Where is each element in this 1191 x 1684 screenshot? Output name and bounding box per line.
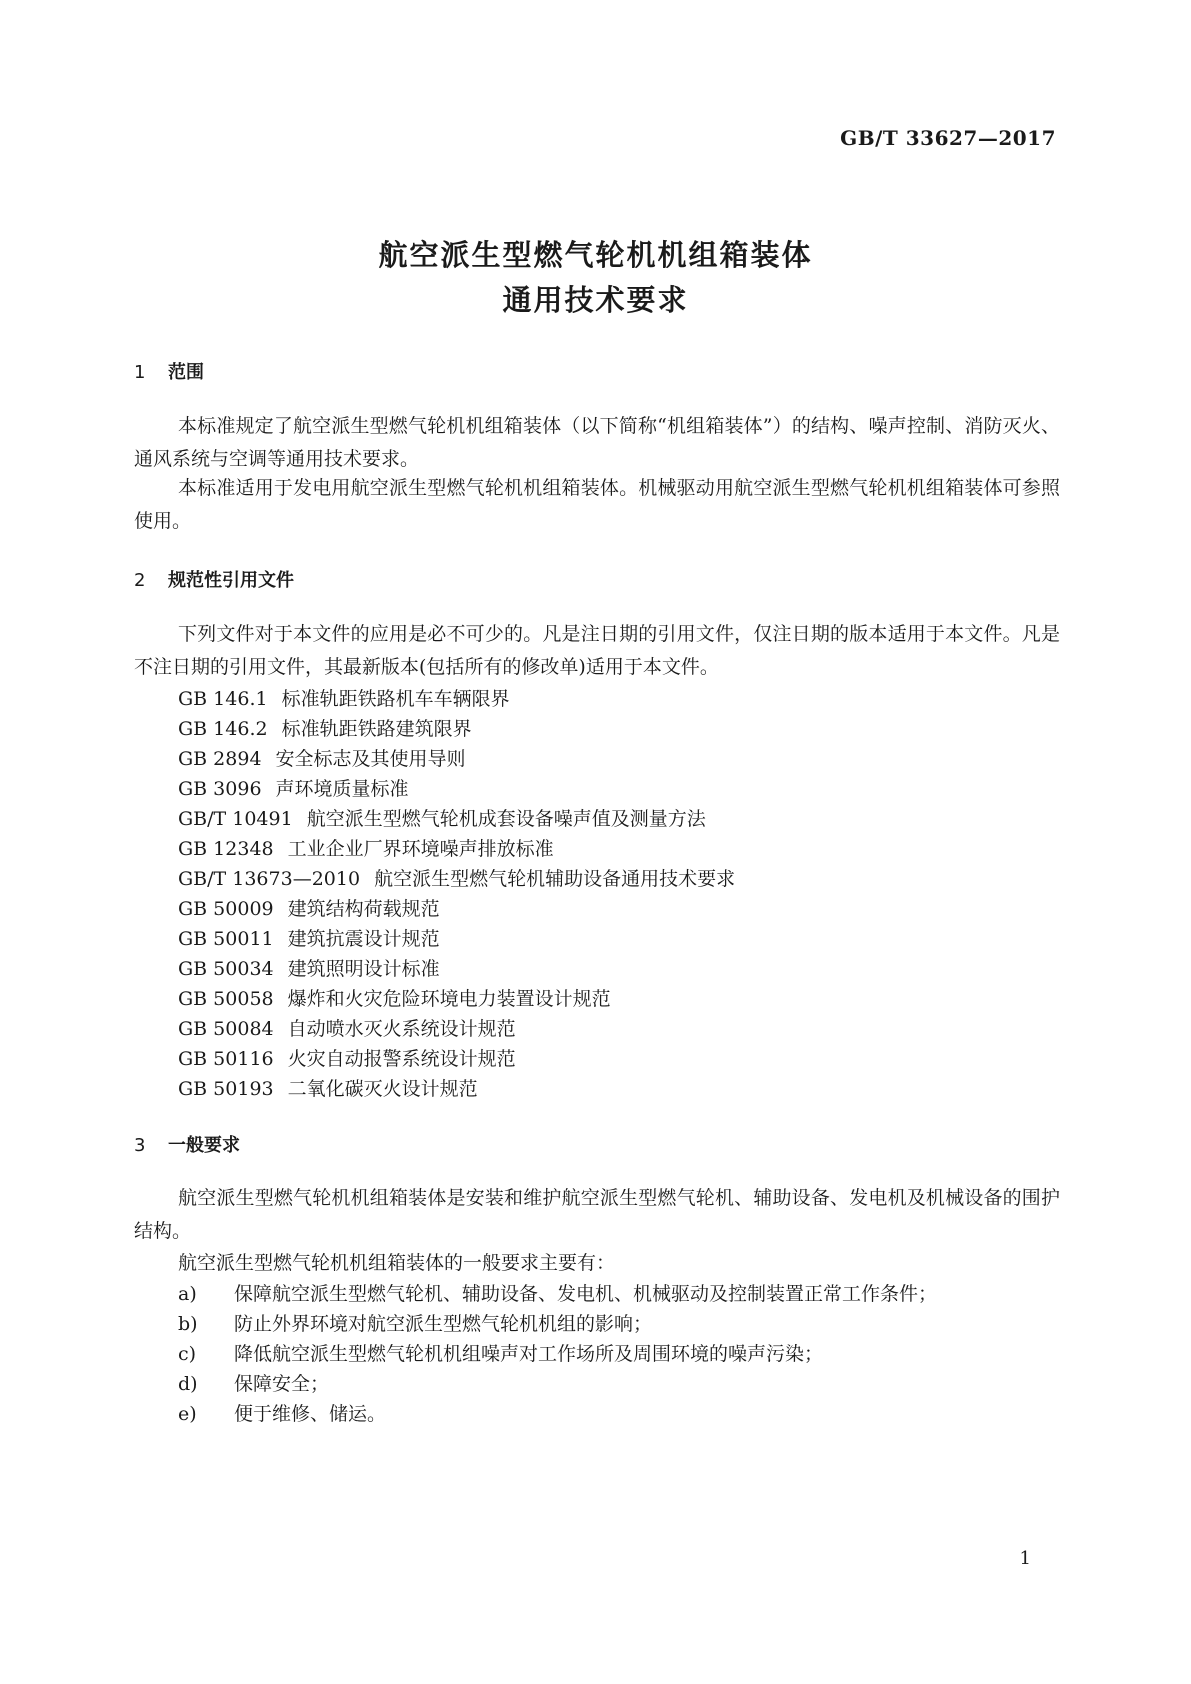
- reference-item: [178, 684, 510, 711]
- reference-title: 声环境质量标准: [275, 778, 409, 800]
- section-1-paragraph-2: 本标准适用于发电用航空派生型燃气轮机机组箱装体。机械驱动用航空派生型燃气轮机机组箱装体可参照使用。: [134, 477, 1060, 532]
- reference-code: GB/T 10491: [178, 808, 293, 830]
- section-2-heading: [134, 566, 294, 592]
- list-item: [178, 1309, 652, 1336]
- reference-code: GB/T 13673—2010: [178, 868, 361, 890]
- reference-code: GB 3096: [178, 778, 262, 800]
- reference-code: GB 50116: [178, 1048, 274, 1070]
- list-item-text: 便于维修、储运。: [234, 1403, 387, 1425]
- reference-item: [178, 744, 466, 771]
- section-1-heading: [134, 358, 204, 384]
- list-marker: d): [178, 1373, 198, 1395]
- list-item-text: 保障安全；: [234, 1373, 330, 1395]
- section-3-heading: [134, 1131, 240, 1157]
- reference-title: 航空派生型燃气轮机成套设备噪声值及测量方法: [306, 808, 706, 830]
- reference-item: [178, 834, 554, 861]
- reference-title: 建筑抗震设计规范: [287, 928, 440, 950]
- reference-code: GB 50009: [178, 898, 274, 920]
- reference-title: 标准轨距铁路建筑限界: [281, 718, 472, 740]
- reference-item: [178, 954, 440, 981]
- reference-code: GB 50011: [178, 928, 274, 950]
- section-3-paragraph: 航空派生型燃气轮机机组箱装体是安装和维护航空派生型燃气轮机、辅助设备、发电机及机械设备的围护结构。: [134, 1187, 1060, 1242]
- reference-title: 建筑结构荷载规范: [287, 898, 440, 920]
- section-1-paragraph-1: 本标准规定了航空派生型燃气轮机机组箱装体（以下简称“机组箱装体”）的结构、噪声控制、消防灭火、通风系统与空调等通用技术要求。: [134, 415, 1060, 470]
- reference-code: GB 12348: [178, 838, 274, 860]
- section-number: 3: [134, 1135, 146, 1156]
- section-2-intro: 下列文件对于本文件的应用是必不可少的。凡是注日期的引用文件，仅注日期的版本适用于本文件。凡是不注日期的引用文件，其最新版本(包括所有的修改单)适用于本文件。: [134, 623, 1060, 678]
- section-title: 范围: [168, 362, 204, 383]
- page-number: 1: [1019, 1548, 1031, 1569]
- document-title-line1: 航空派生型燃气轮机机组箱装体: [378, 238, 813, 272]
- reference-item: [178, 1044, 516, 1071]
- reference-item: [178, 1014, 516, 1041]
- list-item: [178, 1279, 937, 1306]
- reference-item: [178, 894, 440, 921]
- reference-title: 标准轨距铁路机车车辆限界: [281, 688, 510, 710]
- section-title: 规范性引用文件: [168, 570, 294, 591]
- section-3-list-intro: 航空派生型燃气轮机机组箱装体的一般要求主要有：: [178, 1252, 616, 1274]
- list-item-text: 保障航空派生型燃气轮机、辅助设备、发电机、机械驱动及控制装置正常工作条件；: [234, 1283, 938, 1305]
- reference-code: GB 50058: [178, 988, 274, 1010]
- list-item: [178, 1399, 386, 1426]
- reference-item: [178, 714, 472, 741]
- reference-item: [178, 804, 706, 831]
- section-number: 2: [134, 570, 146, 591]
- reference-item: [178, 864, 735, 891]
- reference-title: 航空派生型燃气轮机辅助设备通用技术要求: [374, 868, 736, 890]
- reference-title: 爆炸和火灾危险环境电力装置设计规范: [287, 988, 611, 1010]
- reference-item: [178, 924, 440, 951]
- document-title-line2: 通用技术要求: [502, 283, 689, 317]
- reference-item: [178, 774, 409, 801]
- reference-title: 安全标志及其使用导则: [275, 748, 466, 770]
- reference-code: GB 50193: [178, 1078, 274, 1100]
- list-marker: e): [178, 1403, 197, 1425]
- reference-code: GB 50034: [178, 958, 274, 980]
- reference-title: 自动喷水灭火系统设计规范: [287, 1018, 516, 1040]
- reference-title: 建筑照明设计标准: [287, 958, 440, 980]
- list-item: [178, 1369, 329, 1396]
- reference-title: 工业企业厂界环境噪声排放标准: [287, 838, 554, 860]
- reference-title: 火灾自动报警系统设计规范: [287, 1048, 516, 1070]
- reference-code: GB 50084: [178, 1018, 274, 1040]
- section-number: 1: [134, 362, 146, 383]
- list-item-text: 降低航空派生型燃气轮机机组噪声对工作场所及周围环境的噪声污染；: [234, 1343, 824, 1365]
- reference-code: GB 146.1: [178, 688, 268, 710]
- reference-item: [178, 1074, 478, 1101]
- section-title: 一般要求: [168, 1135, 240, 1156]
- list-item: [178, 1339, 823, 1366]
- list-marker: b): [178, 1313, 198, 1335]
- reference-code: GB 146.2: [178, 718, 268, 740]
- list-marker: a): [178, 1283, 197, 1305]
- reference-code: GB 2894: [178, 748, 262, 770]
- list-marker: c): [178, 1343, 197, 1365]
- list-item-text: 防止外界环境对航空派生型燃气轮机机组的影响；: [234, 1313, 653, 1335]
- reference-title: 二氧化碳灭火设计规范: [287, 1078, 478, 1100]
- reference-item: [178, 984, 611, 1011]
- standard-number: GB/T 33627—2017: [840, 126, 1056, 150]
